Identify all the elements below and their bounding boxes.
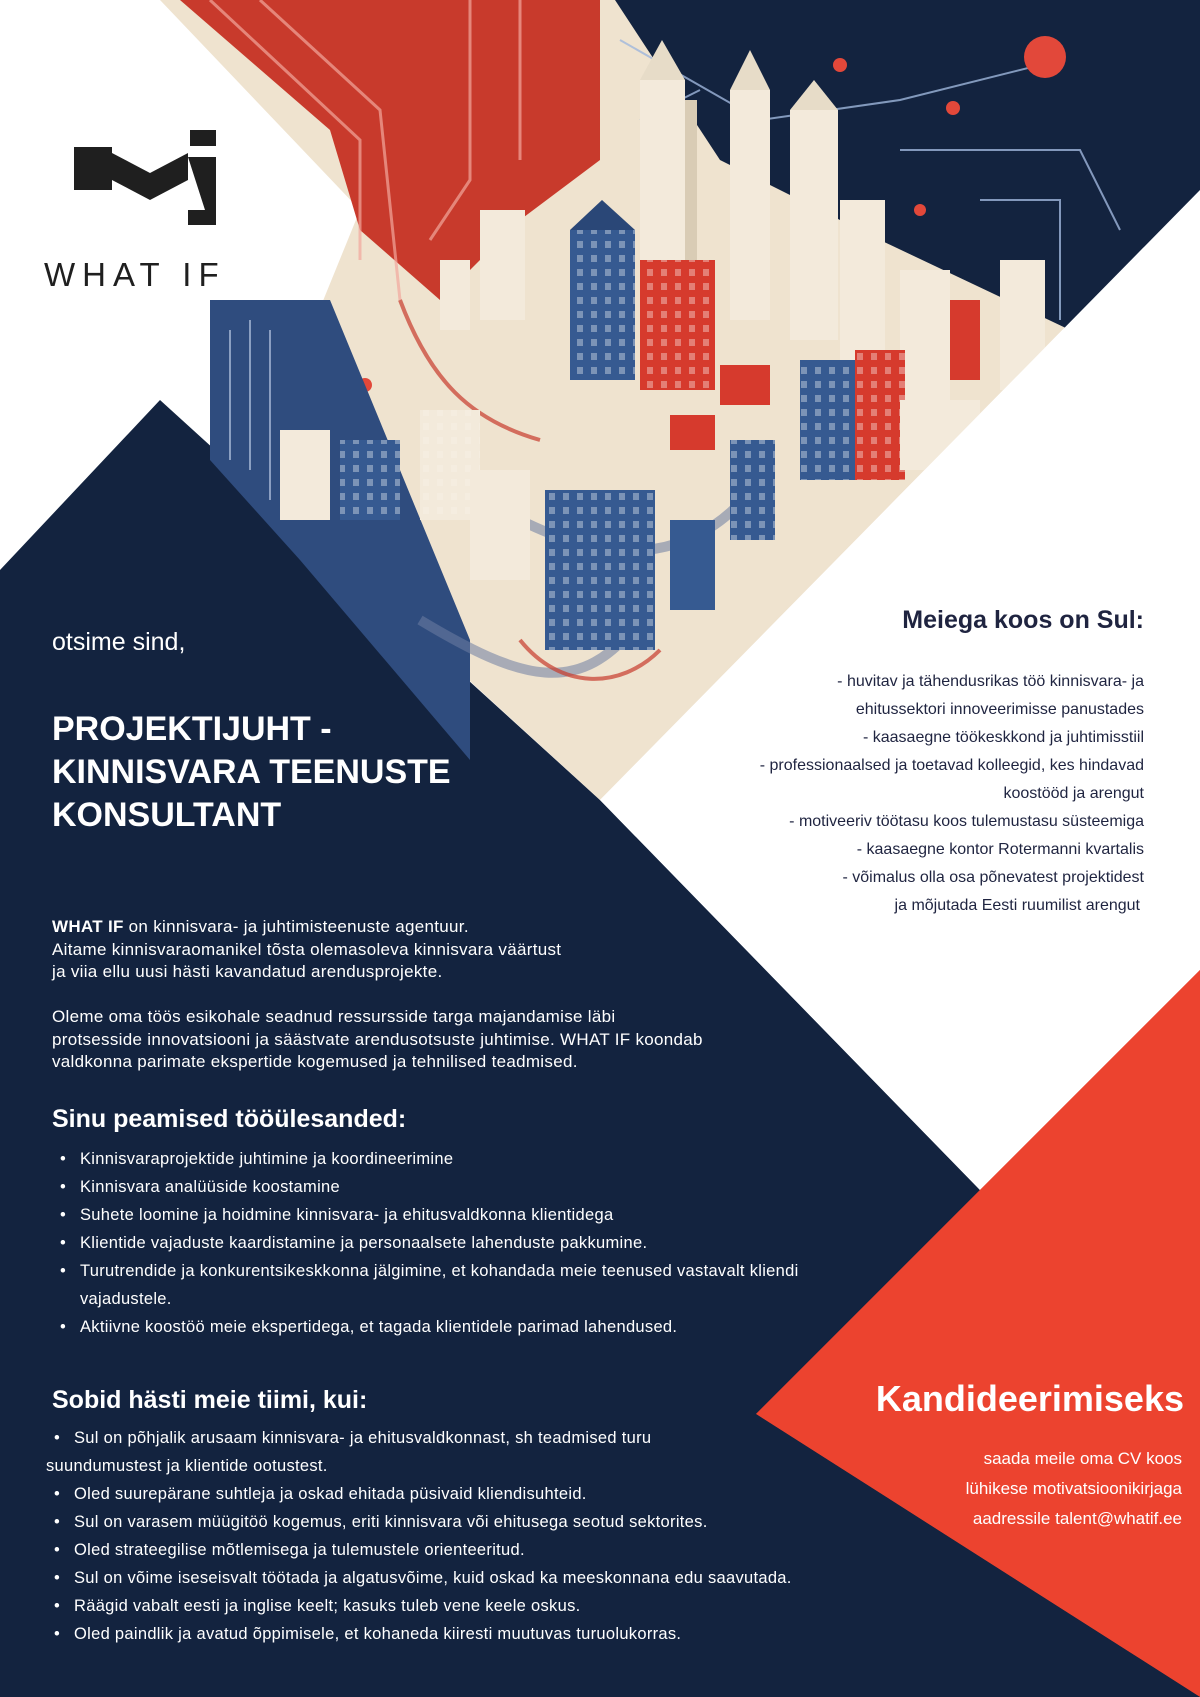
list-item: • Aktiivne koostöö meie ekspertidega, et tagada klientidele parimad lahendused. — [52, 1313, 882, 1341]
intro-text: otsime sind, — [52, 628, 186, 656]
list-item: • Kinnisvaraprojektide juhtimine ja koordineerimine — [52, 1145, 882, 1173]
list-item: • Suhete loomine ja hoidmine kinnisvara- ja ehitusvaldkonna klientidega — [52, 1201, 882, 1229]
job-title — [52, 708, 612, 837]
benefit-line: ehitussektori innoveerimisse panustades — [855, 701, 1144, 718]
fit-first-line: Sul on põhjalik arusaam kinnisvara- ja ehitusvaldkonnast, sh teadmised turu — [74, 1429, 652, 1447]
benefits-heading: Meiega koos on Sul: — [902, 606, 1144, 634]
list-item: • Turutrendide ja konkurentsikeskkonna jälgimine, et kohandada meie teenused vastavalt kliendi vajadustele. — [52, 1257, 880, 1313]
apply-heading: Kandideerimiseks — [875, 1378, 1184, 1419]
list-item: • Oled paindlik ja avatud õppimisele, et kohaneda kiiresti muutuvas turuolukorras. — [46, 1620, 946, 1648]
benefit-line: - motiveeriv töötasu koos tulemustasu süsteemiga — [789, 813, 1144, 830]
benefits-list — [624, 668, 1144, 920]
list-item: • Sul on varasem müügitöö kogemus, eriti kinnisvara või ehitusega seotud sektorites. — [46, 1508, 946, 1536]
benefit-line: - huvitav ja tähendusrikas töö kinnisvara- ja — [837, 673, 1144, 690]
benefit-line: ja mõjutada Eesti ruumilist arengut — [894, 897, 1140, 914]
tasks-heading: Sinu peamised tööülesanded: — [52, 1105, 407, 1133]
benefit-line: - võimalus olla osa põnevatest projektidest — [842, 869, 1144, 886]
about-line: Aitame kinnisvaraomanikel tõsta olemasoleva kinnisvara väärtust — [52, 939, 562, 959]
fit-heading: Sobid hästi meie tiimi, kui: — [52, 1386, 368, 1414]
about-brand: WHAT IF — [52, 917, 124, 936]
list-item — [46, 1424, 946, 1452]
list-item: • Räägid vabalt eesti ja inglise keelt; kasuks tuleb vene keele oskus. — [46, 1592, 946, 1620]
benefit-line: - kaasaegne töökeskkond ja juhtimisstiil — [862, 729, 1144, 746]
list-item: • Sul on võime iseseisvalt töötada ja algatusvõime, kuid oskad ka meeskonnana edu saavutada. — [46, 1564, 946, 1592]
job-title-line: KINNISVARA TEENUSTE — [52, 753, 451, 791]
about2-line: valdkonna parimate ekspertide kogemused ja tehnilised teadmised. — [52, 1052, 578, 1071]
logo-wordmark: WHAT IF — [44, 256, 226, 293]
benefit-line: koostööd ja arengut — [1003, 785, 1144, 802]
apply-line: saada meile oma CV koos — [983, 1449, 1182, 1468]
about2-line: Oleme oma töös esikohale seadnud ressursside targa majandamise läbi — [52, 1007, 616, 1026]
benefit-line: - kaasaegne kontor Rotermanni kvartalis — [856, 841, 1144, 858]
job-title-line: PROJEKTIJUHT - — [52, 710, 332, 748]
about-line: on kinnisvara- ja juhtimisteenuste agentuur. — [123, 917, 469, 936]
list-item: • Oled strateegilise mõtlemisega ja tulemustele orienteeritud. — [46, 1536, 946, 1564]
tasks-list — [52, 1145, 882, 1341]
about-paragraph-2 — [52, 1006, 812, 1074]
apply-email[interactable]: aadressile talent@whatif.ee — [972, 1509, 1182, 1528]
benefit-line: - professionaalsed ja toetavad kolleegid, kes hindavad — [759, 757, 1144, 774]
about2-line: protsesside innovatsiooni ja säästvate arendusotsuste juhtimise. WHAT IF koondab — [52, 1029, 703, 1049]
list-item: • Kinnisvara analüüside koostamine — [52, 1173, 882, 1201]
apply-text — [966, 1444, 1182, 1534]
fit-list — [46, 1424, 946, 1648]
red-orb — [1024, 36, 1066, 78]
apply-line: lühikese motivatsioonikirjaga — [965, 1479, 1182, 1498]
fit-first-continuation: suundumustest ja klientide ootustest. — [46, 1457, 328, 1475]
about-paragraph — [52, 916, 812, 984]
list-item: • Oled suurepärane suhtleja ja oskad ehitada püsivaid kliendisuhteid. — [46, 1480, 946, 1508]
about-line: ja viia ellu uusi hästi kavandatud arendusprojekte. — [52, 962, 443, 981]
what-if-logo-mark — [40, 125, 250, 235]
list-item: • Klientide vajaduste kaardistamine ja personaalsete lahenduste pakkumine. — [52, 1229, 882, 1257]
job-title-line: KONSULTANT — [52, 796, 282, 834]
